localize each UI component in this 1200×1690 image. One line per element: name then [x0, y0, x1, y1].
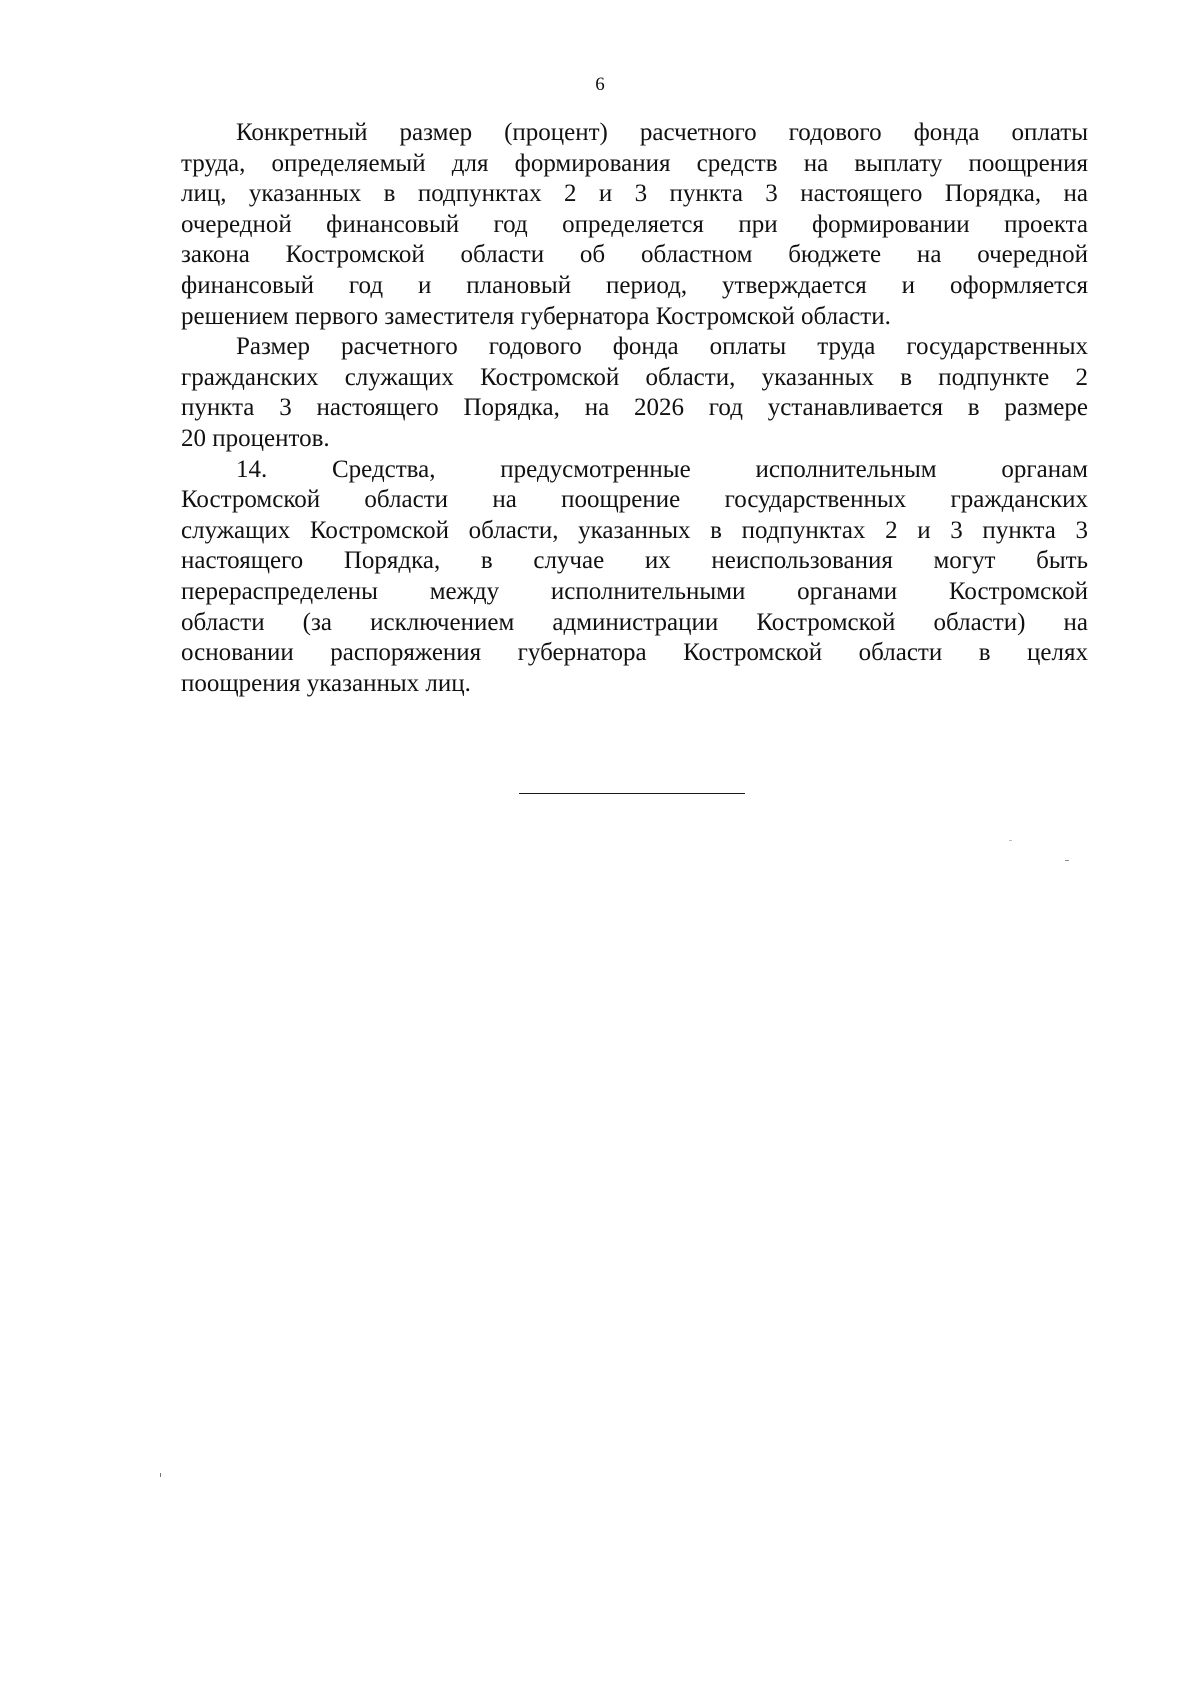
scan-speck	[1009, 840, 1012, 841]
text-line: труда, определяемый для формирования средств на выплату поощрения	[181, 149, 1088, 177]
paragraph-item-14	[181, 455, 1088, 700]
text-line: Конкретный размер (процент) расчетного годового фонда оплаты	[236, 119, 1088, 146]
paragraph-fund-size-2026	[181, 332, 1088, 454]
page-number: 6	[595, 74, 605, 95]
text-line: лиц, указанных в подпунктах 2 и 3 пункта 3 настоящего Порядка, на	[181, 180, 1088, 208]
scan-speck	[1065, 860, 1069, 861]
text-line: области (за исключением администрации Костромской области) на	[181, 608, 1088, 636]
text-line: служащих Костромской области, указанных в подпунктах 2 и 3 пункта 3	[181, 516, 1088, 544]
text-line: гражданских служащих Костромской области, указанных в подпункте 2	[181, 363, 1088, 391]
text-line: Размер расчетного годового фонда оплаты труда государственных	[236, 333, 1088, 361]
text-line: финансовый год и плановый период, утверждается и оформляется	[181, 271, 1088, 299]
text-line: 20 процентов.	[181, 424, 330, 452]
text-line: 14. Средства, предусмотренные исполнительным органам	[236, 455, 1088, 483]
text-line: перераспределены между исполнительными органами Костромской	[181, 577, 1088, 605]
text-line: поощрения указанных лиц.	[181, 669, 471, 697]
paragraph-fund-percentage	[181, 118, 1088, 332]
text-line: основании распоряжения губернатора Костромской области в целях	[181, 639, 1088, 667]
text-line: закона Костромской области об областном бюджете на очередной	[181, 241, 1088, 269]
text-line: решением первого заместителя губернатора Костромской области.	[181, 302, 891, 330]
text-line: очередной финансовый год определяется при формировании проекта	[181, 210, 1088, 238]
scan-speck	[160, 1473, 161, 1477]
text-line: Костромской области на поощрение государственных гражданских	[181, 486, 1088, 514]
document-body	[181, 118, 1088, 699]
text-line: настоящего Порядка, в случае их неиспользования могут быть	[181, 547, 1088, 575]
end-separator-line	[519, 793, 745, 794]
text-line: пункта 3 настоящего Порядка, на 2026 год устанавливается в размере	[181, 394, 1088, 422]
